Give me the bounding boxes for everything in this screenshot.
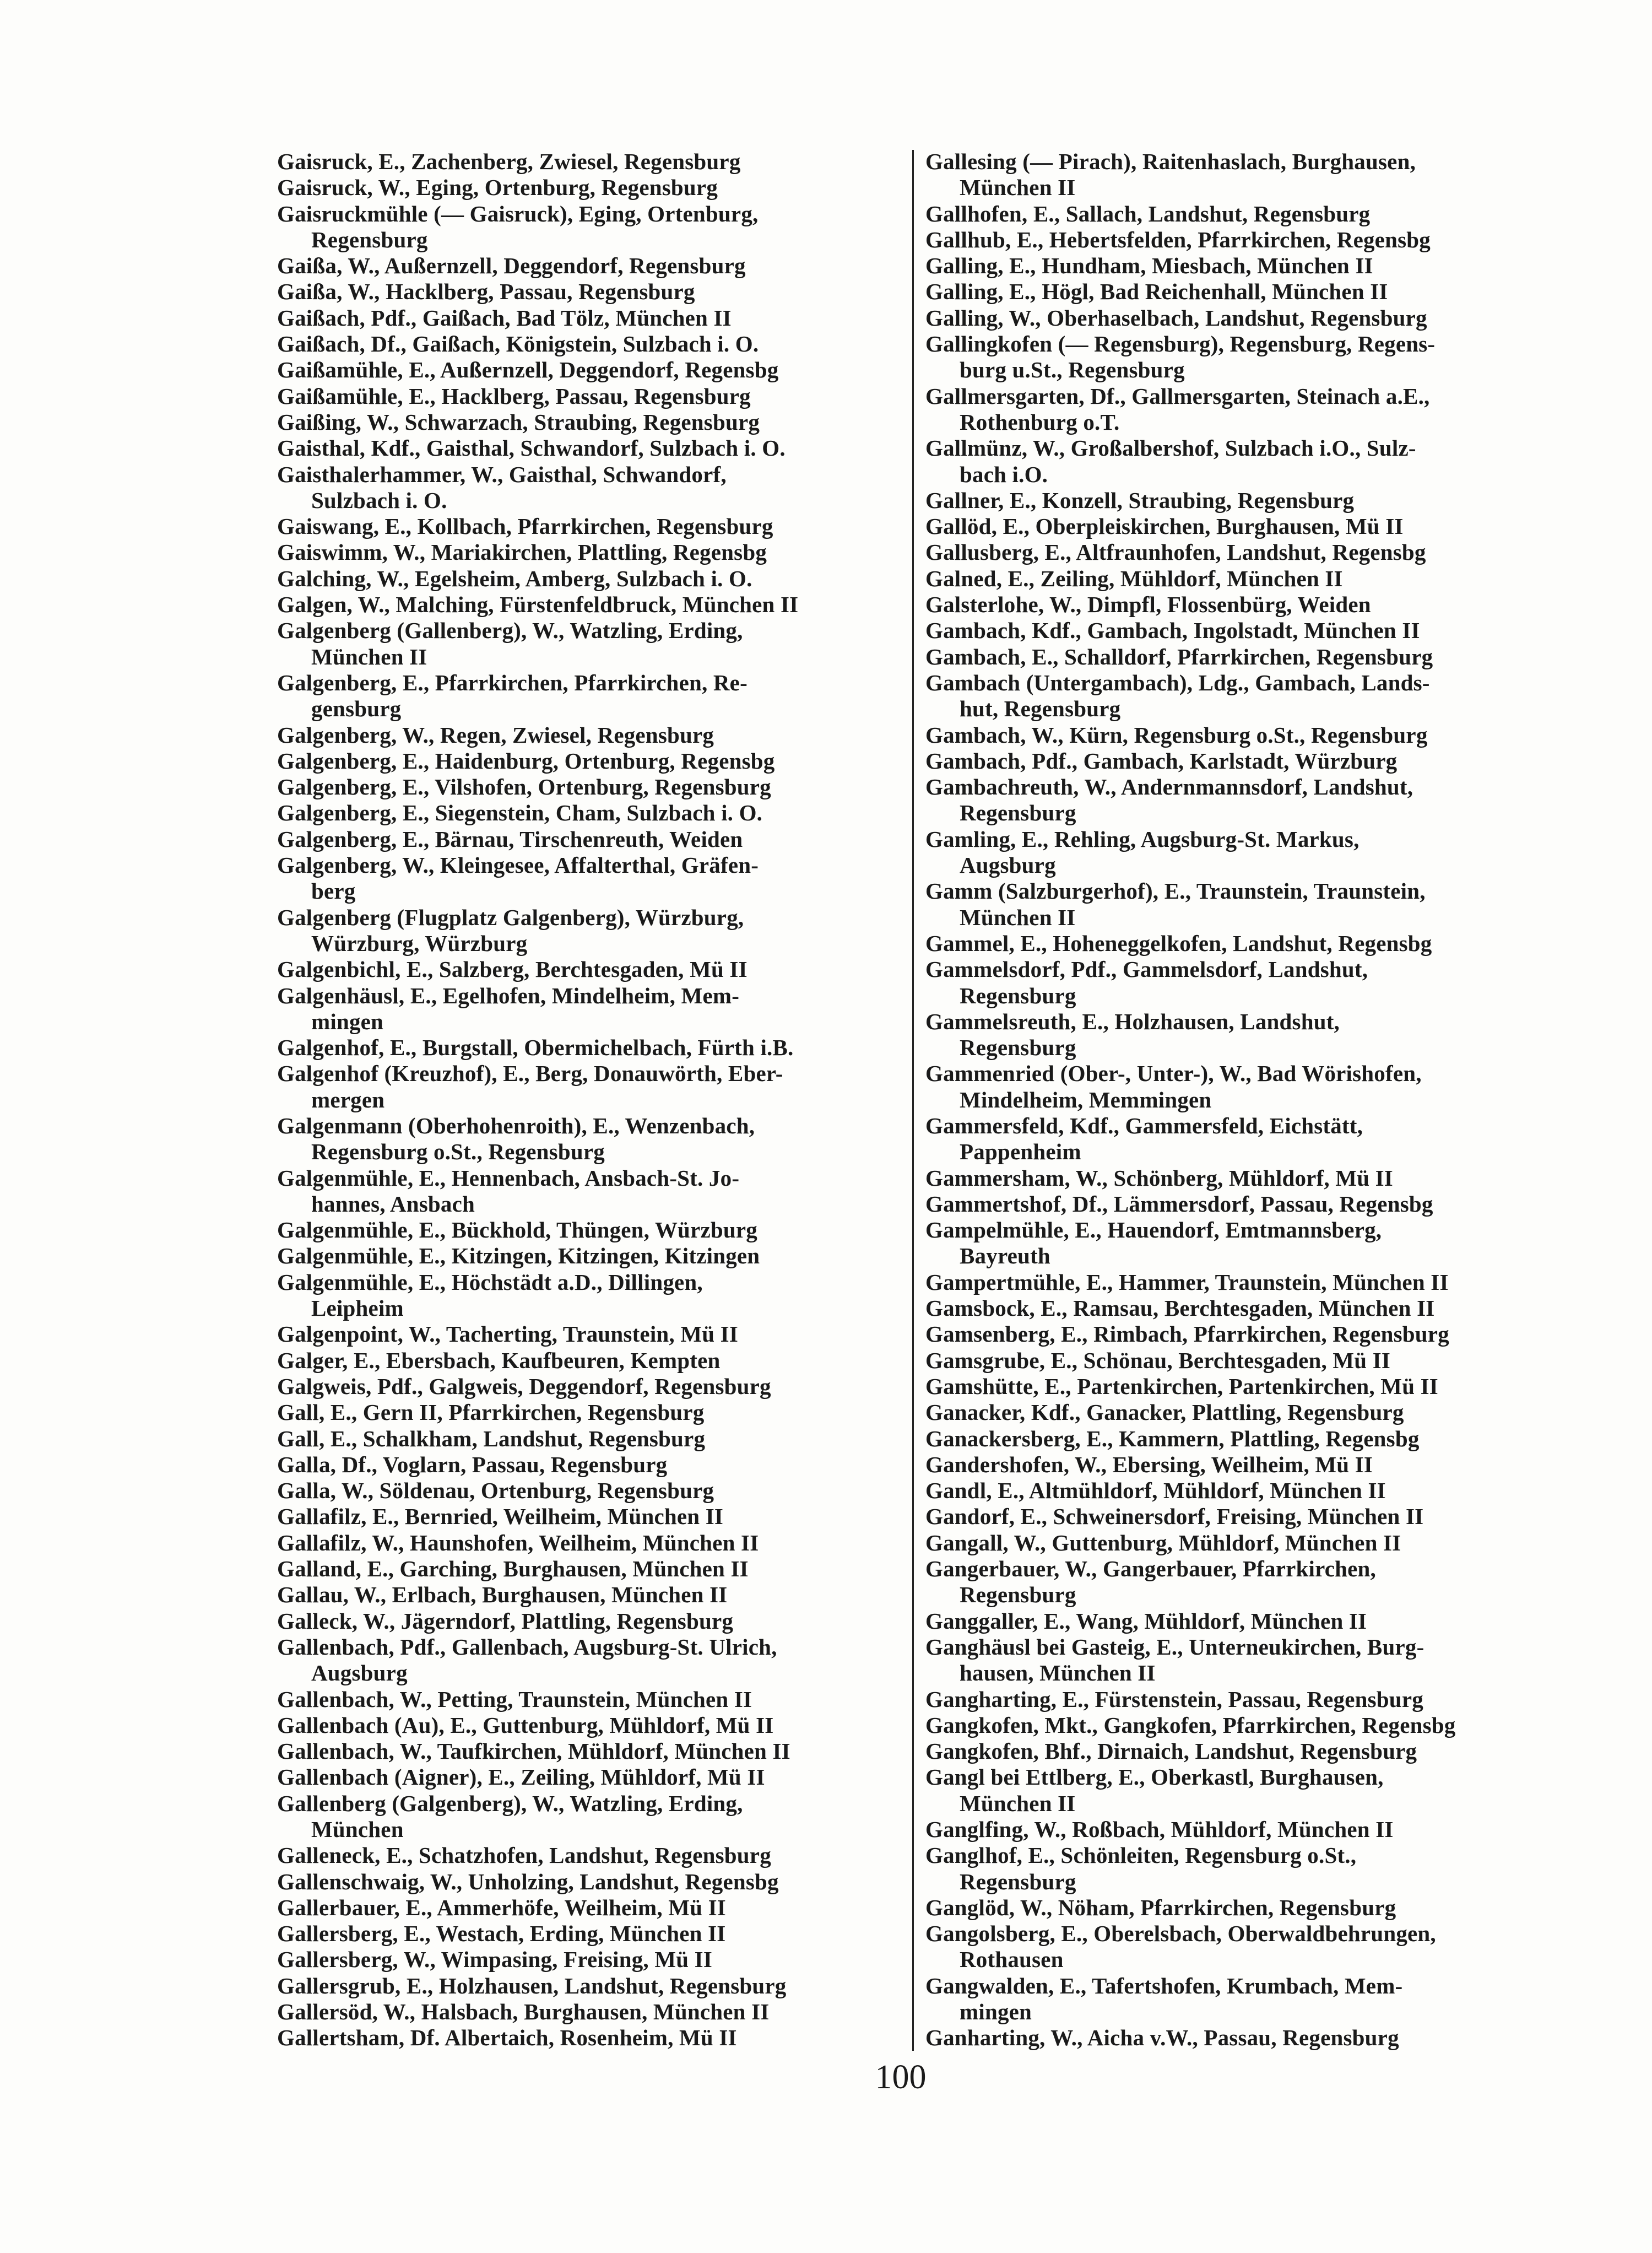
entry-line: Ganackersberg, E., Kammern, Plattling, Regensbg — [925, 1425, 1420, 1451]
gazetteer-entry — [277, 670, 911, 722]
entry-line: Gaisruck, E., Zachenberg, Zwiesel, Regensburg — [277, 149, 741, 174]
entry-line: Gallenbach (Aigner), E., Zeiling, Mühldorf, Mü II — [277, 1764, 765, 1790]
gazetteer-entry — [925, 1113, 1542, 1165]
gazetteer-entry — [925, 618, 1542, 644]
entry-continuation-line: Regensburg — [960, 1868, 1076, 1894]
gazetteer-entry — [925, 253, 1542, 279]
entry-line: Gallersberg, W., Wimpasing, Freising, Mü II — [277, 1947, 712, 1973]
gazetteer-entry — [925, 644, 1542, 670]
entry-line: Gallerbauer, E., Ammerhöfe, Weilheim, Mü II — [277, 1894, 726, 1920]
entry-line: Gallau, W., Erlbach, Burghausen, München II — [277, 1582, 728, 1608]
gazetteer-entry — [925, 670, 1542, 722]
entry-line: Galger, E., Ebersbach, Kaufbeuren, Kempten — [277, 1347, 721, 1373]
entry-line: Gaisthal, Kdf., Gaisthal, Schwandorf, Sulzbach i. O. — [277, 435, 786, 461]
gazetteer-entry — [925, 722, 1542, 748]
entry-line: Gallenschwaig, W., Unholzing, Landshut, Regensbg — [277, 1868, 779, 1894]
entry-continuation-line: Würzburg, Würzburg — [311, 930, 528, 956]
gazetteer-entry — [925, 514, 1542, 539]
gazetteer-entry — [925, 1817, 1542, 1843]
entry-line: Ganacker, Kdf., Ganacker, Plattling, Regensburg — [925, 1400, 1404, 1425]
entry-line: Gaißa, W., Außernzell, Deggendorf, Regensburg — [277, 253, 746, 279]
gazetteer-entry — [277, 201, 911, 253]
gazetteer-entry — [277, 1687, 911, 1712]
gazetteer-entry — [277, 1269, 911, 1322]
gazetteer-entry — [925, 566, 1542, 592]
entry-line: Galgenberg (Gallenberg), W., Watzling, Erding, — [277, 618, 743, 644]
entry-line: Gamm (Salzburgerhof), E., Traunstein, Traunstein, — [925, 878, 1426, 904]
entry-continuation-line: mingen — [960, 1999, 1032, 2025]
entry-line: Gandorf, E., Schweinersdorf, Freising, München II — [925, 1504, 1424, 1530]
entry-line: Gaißamühle, E., Hacklberg, Passau, Regensburg — [277, 383, 751, 409]
entry-line: Gallhofen, E., Sallach, Landshut, Regensburg — [925, 201, 1371, 226]
gazetteer-entry — [277, 1999, 911, 2025]
gazetteer-entry — [277, 383, 911, 409]
gazetteer-entry — [277, 409, 911, 435]
entry-continuation-line: hut, Regensburg — [960, 696, 1121, 722]
gazetteer-entry — [925, 592, 1542, 618]
entry-line: Gamshütte, E., Partenkirchen, Partenkirchen, Mü II — [925, 1373, 1438, 1399]
gazetteer-entry — [277, 1556, 911, 1582]
entry-line: Gallersöd, W., Halsbach, Burghausen, München II — [277, 1999, 770, 2025]
gazetteer-entry — [925, 1504, 1542, 1530]
gazetteer-entry — [925, 383, 1542, 436]
entry-line: Galgweis, Pdf., Galgweis, Deggendorf, Regensburg — [277, 1373, 771, 1399]
gazetteer-entry — [277, 305, 911, 331]
entry-line: Ganglöd, W., Nöham, Pfarrkirchen, Regensburg — [925, 1894, 1396, 1920]
gazetteer-entry — [277, 1791, 911, 1843]
gazetteer-entry — [277, 800, 911, 826]
entry-line: Gallersberg, E., Westach, Erding, München II — [277, 1921, 726, 1947]
entry-line: Gallingkofen (— Regensburg), Regensburg, Regens- — [925, 331, 1436, 357]
entry-line: Galgenberg (Flugplatz Galgenberg), Würzburg, — [277, 904, 744, 930]
entry-line: Galgenberg, W., Kleingesee, Affalterthal, Gräfen- — [277, 852, 759, 878]
gazetteer-entry — [277, 1973, 911, 1999]
entry-continuation-line: Mindelheim, Memmingen — [960, 1087, 1212, 1112]
entry-line: Galgenhäusl, E., Egelhofen, Mindelheim, Mem- — [277, 982, 740, 1008]
entry-continuation-line: Augsburg — [960, 852, 1056, 878]
gazetteer-entry — [277, 1712, 911, 1738]
entry-line: Gallhub, E., Hebertsfelden, Pfarrkirchen, Regensbg — [925, 226, 1431, 252]
entry-line: Gangolsberg, E., Oberelsbach, Oberwaldbehrungen, — [925, 1921, 1436, 1947]
entry-line: Gaiswang, E., Kollbach, Pfarrkirchen, Regensburg — [277, 514, 773, 539]
entry-line: Gangall, W., Guttenburg, Mühldorf, München II — [925, 1530, 1401, 1555]
entry-continuation-line: Augsburg — [311, 1660, 408, 1686]
gazetteer-entry — [277, 1504, 911, 1530]
gazetteer-entry — [925, 331, 1542, 383]
gazetteer-entry — [277, 1426, 911, 1452]
entry-line: Gandl, E., Altmühldorf, Mühldorf, München II — [925, 1478, 1386, 1504]
entry-continuation-line: Leipheim — [311, 1295, 404, 1321]
gazetteer-entry — [277, 1348, 911, 1374]
gazetteer-entry — [925, 1895, 1542, 1921]
right-column — [925, 149, 1542, 2051]
gazetteer-entry — [277, 2025, 911, 2051]
left-column — [277, 149, 911, 2051]
entry-line: Gall, E., Gern II, Pfarrkirchen, Regensburg — [277, 1400, 705, 1425]
page-number: 100 — [875, 2059, 927, 2096]
entry-line: Gammersfeld, Kdf., Gammersfeld, Eichstätt, — [925, 1112, 1363, 1138]
entry-line: Galling, E., Hundham, Miesbach, München II — [925, 253, 1373, 279]
entry-line: Galgenberg, E., Vilshofen, Ortenburg, Regensburg — [277, 774, 771, 800]
entry-continuation-line: Pappenheim — [960, 1139, 1081, 1165]
entry-line: Gangkofen, Mkt., Gangkofen, Pfarrkirchen, Regensbg — [925, 1712, 1456, 1738]
entry-line: Gallmersgarten, Df., Gallmersgarten, Steinach a.E., — [925, 383, 1430, 409]
entry-line: Gallersgrub, E., Holzhausen, Landshut, Regensburg — [277, 1973, 787, 1998]
gazetteer-entry — [277, 826, 911, 852]
entry-line: Gammersham, W., Schönberg, Mühldorf, Mü II — [925, 1165, 1393, 1191]
gazetteer-entry — [277, 748, 911, 774]
gazetteer-entry — [925, 1374, 1542, 1400]
entry-continuation-line: München II — [960, 1790, 1076, 1816]
entry-line: Galgenberg, E., Pfarrkirchen, Pfarrkirchen, Re- — [277, 669, 748, 695]
gazetteer-entry — [925, 1478, 1542, 1504]
entry-line: Gallesing (— Pirach), Raitenhaslach, Burghausen, — [925, 149, 1416, 174]
gazetteer-entry — [925, 1530, 1542, 1556]
entry-line: Gambach, Kdf., Gambach, Ingolstadt, München II — [925, 618, 1420, 644]
entry-line: Galgenberg, E., Haidenburg, Ortenburg, Regensbg — [277, 748, 775, 774]
gazetteer-entry — [277, 539, 911, 565]
entry-line: Gaißach, Df., Gaißach, Königstein, Sulzbach i. O. — [277, 331, 759, 357]
entry-line: Gallner, E., Konzell, Straubing, Regensburg — [925, 487, 1355, 513]
entry-line: Gampelmühle, E., Hauendorf, Emtmannsberg, — [925, 1217, 1382, 1243]
entry-continuation-line: bach i.O. — [960, 461, 1048, 487]
entry-continuation-line: Regensburg — [960, 800, 1076, 826]
gazetteer-entry — [925, 305, 1542, 331]
entry-line: Galland, E., Garching, Burghausen, München II — [277, 1556, 749, 1582]
entry-line: Galla, Df., Voglarn, Passau, Regensburg — [277, 1451, 668, 1477]
entry-continuation-line: Rothenburg o.T. — [960, 409, 1120, 435]
gazetteer-entry — [277, 435, 911, 461]
gazetteer-entry — [925, 488, 1542, 514]
gazetteer-entry — [277, 566, 911, 592]
gazetteer-entry — [277, 1035, 911, 1061]
entry-line: Galgenmühle, E., Höchstädt a.D., Dillingen, — [277, 1269, 703, 1295]
gazetteer-entry — [277, 1217, 911, 1243]
entry-line: Ganharting, W., Aicha v.W., Passau, Regensburg — [925, 2025, 1399, 2051]
entry-continuation-line: Regensburg — [960, 1035, 1076, 1061]
entry-line: Galleneck, E., Schatzhofen, Landshut, Regensburg — [277, 1843, 771, 1868]
entry-line: Gaißa, W., Hacklberg, Passau, Regensburg — [277, 279, 695, 305]
gazetteer-entry — [277, 722, 911, 748]
entry-continuation-line: mergen — [311, 1087, 385, 1112]
gazetteer-entry — [277, 1921, 911, 1947]
entry-continuation-line: München II — [960, 175, 1076, 201]
entry-line: Galling, E., Högl, Bad Reichenhall, München II — [925, 279, 1388, 305]
gazetteer-entry — [277, 618, 911, 670]
entry-line: Gandershofen, W., Ebersing, Weilheim, Mü II — [925, 1451, 1373, 1477]
entry-line: Gamling, E., Rehling, Augsburg-St. Markus, — [925, 826, 1359, 852]
gazetteer-entry — [277, 1400, 911, 1425]
entry-continuation-line: München II — [960, 904, 1076, 930]
entry-line: Galleck, W., Jägerndorf, Plattling, Regensburg — [277, 1608, 734, 1634]
entry-line: Gammertshof, Df., Lämmersdorf, Passau, Regensbg — [925, 1191, 1433, 1217]
entry-line: Galgenmühle, E., Bückhold, Thüngen, Würzburg — [277, 1217, 757, 1243]
entry-continuation-line: Regensburg — [311, 226, 428, 252]
entry-line: Gall, E., Schalkham, Landshut, Regensburg — [277, 1425, 706, 1451]
gazetteer-entry — [925, 1687, 1542, 1712]
gazetteer-entry — [277, 957, 911, 982]
gazetteer-entry — [277, 462, 911, 514]
entry-continuation-line: hannes, Ansbach — [311, 1191, 475, 1217]
gazetteer-entry — [925, 1295, 1542, 1321]
entry-continuation-line: München II — [311, 644, 427, 669]
entry-line: Galgenpoint, W., Tacherting, Traunstein, Mü II — [277, 1321, 738, 1347]
gazetteer-entry — [277, 1947, 911, 1973]
gazetteer-entry — [277, 1478, 911, 1504]
gazetteer-entry — [925, 1191, 1542, 1217]
entry-continuation-line: hausen, München II — [960, 1660, 1156, 1686]
entry-line: Ganglhof, E., Schönleiten, Regensburg o.St., — [925, 1843, 1357, 1868]
gazetteer-entry — [925, 1217, 1542, 1269]
gazetteer-entry — [925, 227, 1542, 253]
gazetteer-entry — [925, 1634, 1542, 1687]
gazetteer-entry — [277, 1869, 911, 1895]
entry-continuation-line: Regensburg — [960, 982, 1076, 1008]
gazetteer-entry — [277, 1530, 911, 1556]
entry-line: Gambach (Untergambach), Ldg., Gambach, Lands- — [925, 669, 1430, 695]
gazetteer-entry — [925, 1921, 1542, 1973]
entry-line: Gambach, E., Schalldorf, Pfarrkirchen, Regensburg — [925, 644, 1433, 669]
gazetteer-entry — [925, 1712, 1542, 1738]
entry-line: Gaisruck, W., Eging, Ortenburg, Regensburg — [277, 175, 718, 201]
entry-continuation-line: burg u.St., Regensburg — [960, 357, 1185, 383]
gazetteer-entry — [925, 1165, 1542, 1191]
gazetteer-entry — [277, 1374, 911, 1400]
gazetteer-entry — [277, 331, 911, 357]
entry-continuation-line: mingen — [311, 1008, 384, 1034]
entry-line: Galling, W., Oberhaselbach, Landshut, Regensburg — [925, 305, 1427, 331]
entry-line: Gangwalden, E., Tafertshofen, Krumbach, Mem- — [925, 1973, 1403, 1998]
entry-continuation-line: Regensburg — [960, 1582, 1076, 1608]
entry-line: Gallenbach, Pdf., Gallenbach, Augsburg-St. Ulrich, — [277, 1634, 777, 1660]
entry-line: Gallenberg (Galgenberg), W., Watzling, Erding, — [277, 1790, 743, 1816]
gazetteer-entry — [277, 1843, 911, 1868]
entry-line: Ganglfing, W., Roßbach, Mühldorf, München II — [925, 1817, 1394, 1842]
gazetteer-entry — [925, 435, 1542, 488]
gazetteer-entry — [277, 1738, 911, 1764]
entry-line: Galgenberg, W., Regen, Zwiesel, Regensburg — [277, 722, 714, 748]
entry-line: Gallafilz, W., Haunshofen, Weilheim, München II — [277, 1530, 759, 1555]
entry-line: Gaisruckmühle (— Gaisruck), Eging, Ortenburg, — [277, 201, 759, 226]
entry-line: Galgenberg, E., Siegenstein, Cham, Sulzbach i. O. — [277, 800, 763, 826]
gazetteer-entry — [925, 1738, 1542, 1764]
entry-continuation-line: gensburg — [311, 696, 402, 722]
entry-continuation-line: München — [311, 1817, 404, 1842]
entry-line: Gambach, W., Kürn, Regensburg o.St., Regensburg — [925, 722, 1428, 748]
entry-line: Gallusberg, E., Altfraunhofen, Landshut, Regensbg — [925, 539, 1426, 565]
entry-continuation-line: Rothausen — [960, 1947, 1064, 1973]
gazetteer-entry — [925, 931, 1542, 957]
entry-line: Gaißing, W., Schwarzach, Straubing, Regensburg — [277, 409, 760, 435]
entry-line: Gallenbach, W., Taufkirchen, Mühldorf, München II — [277, 1738, 790, 1764]
gazetteer-entry — [925, 878, 1542, 931]
gazetteer-entry — [277, 149, 911, 175]
gazetteer-entry — [925, 539, 1542, 565]
gazetteer-entry — [925, 1400, 1542, 1425]
gazetteer-entry — [277, 1452, 911, 1478]
entry-continuation-line: Bayreuth — [960, 1243, 1050, 1269]
entry-line: Gallmünz, W., Großalbershof, Sulzbach i.O., Sulz- — [925, 435, 1416, 461]
gazetteer-entry — [925, 201, 1542, 227]
entry-line: Galsterlohe, W., Dimpfl, Flossenbürg, Weiden — [925, 592, 1371, 618]
entry-continuation-line: berg — [311, 878, 356, 904]
entry-line: Galgenmühle, E., Hennenbach, Ansbach-St. Jo- — [277, 1165, 740, 1191]
entry-line: Gamsgrube, E., Schönau, Berchtesgaden, Mü II — [925, 1347, 1391, 1373]
entry-line: Gaißamühle, E., Außernzell, Deggendorf, Regensbg — [277, 357, 779, 383]
entry-line: Ganggaller, E., Wang, Mühldorf, München II — [925, 1608, 1367, 1634]
entry-line: Galgenmühle, E., Kitzingen, Kitzingen, Kitzingen — [277, 1243, 760, 1269]
gazetteer-entry — [277, 279, 911, 305]
entry-line: Gamsenberg, E., Rimbach, Pfarrkirchen, Regensburg — [925, 1321, 1449, 1347]
entry-line: Gallenbach (Au), E., Guttenburg, Mühldorf, Mü II — [277, 1712, 774, 1738]
entry-line: Gaisthalerhammer, W., Gaisthal, Schwandorf, — [277, 461, 727, 487]
gazetteer-entry — [277, 357, 911, 383]
entry-line: Gammelsreuth, E., Holzhausen, Landshut, — [925, 1008, 1340, 1034]
gazetteer-entry — [277, 983, 911, 1035]
entry-line: Gallöd, E., Oberpleiskirchen, Burghausen, Mü II — [925, 514, 1404, 539]
entry-line: Galgenhof, E., Burgstall, Obermichelbach, Fürth i.B. — [277, 1035, 794, 1061]
gazetteer-entry — [277, 1165, 911, 1218]
entry-line: Gampertmühle, E., Hammer, Traunstein, München II — [925, 1269, 1449, 1295]
gazetteer-entry — [277, 1895, 911, 1921]
entry-line: Gallertsham, Df. Albertaich, Rosenheim, Mü II — [277, 2025, 737, 2051]
gazetteer-entry — [277, 1061, 911, 1113]
gazetteer-entry — [925, 1608, 1542, 1634]
entry-line: Gangharting, E., Fürstenstein, Passau, Regensburg — [925, 1686, 1423, 1712]
gazetteer-entry — [277, 514, 911, 539]
gazetteer-entry — [925, 2025, 1542, 2051]
entry-line: Galgenhof (Kreuzhof), E., Berg, Donauwörth, Eber- — [277, 1061, 783, 1087]
entry-line: Galgenberg, E., Bärnau, Tirschenreuth, Weiden — [277, 826, 743, 852]
gazetteer-entry — [277, 1113, 911, 1165]
gazetteer-entry — [925, 774, 1542, 826]
gazetteer-entry — [925, 1061, 1542, 1113]
gazetteer-entry — [277, 253, 911, 279]
gazetteer-entry — [925, 1348, 1542, 1374]
gazetteer-entry — [925, 1009, 1542, 1061]
gazetteer-entry — [277, 774, 911, 800]
gazetteer-entry — [925, 957, 1542, 1009]
gazetteer-entry — [277, 852, 911, 905]
gazetteer-entry — [925, 1973, 1542, 2025]
gazetteer-entry — [925, 1452, 1542, 1478]
entry-line: Gallafilz, E., Bernried, Weilheim, München II — [277, 1504, 724, 1530]
gazetteer-entry — [925, 748, 1542, 774]
entry-line: Ganghäusl bei Gasteig, E., Unterneukirchen, Burg- — [925, 1634, 1424, 1660]
entry-line: Gammenried (Ober-, Unter-), W., Bad Wörishofen, — [925, 1061, 1422, 1087]
gazetteer-entry — [925, 1843, 1542, 1895]
gazetteer-entry — [925, 1764, 1542, 1817]
gazetteer-entry — [925, 149, 1542, 201]
gazetteer-entry — [925, 1426, 1542, 1452]
gazetteer-entry — [277, 592, 911, 618]
gazetteer-entry — [277, 175, 911, 201]
gazetteer-entry — [925, 1321, 1542, 1347]
entry-line: Galching, W., Egelsheim, Amberg, Sulzbach i. O. — [277, 565, 752, 591]
entry-line: Gambachreuth, W., Andernmannsdorf, Landshut, — [925, 774, 1413, 800]
gazetteer-entry — [277, 905, 911, 957]
gazetteer-entry — [925, 1556, 1542, 1608]
entry-line: Galla, W., Söldenau, Ortenburg, Regensburg — [277, 1478, 714, 1504]
gazetteer-entry — [925, 826, 1542, 879]
entry-line: Gallenbach, W., Petting, Traunstein, München II — [277, 1686, 752, 1712]
gazetteer-entry — [277, 1764, 911, 1790]
entry-line: Gammelsdorf, Pdf., Gammelsdorf, Landshut, — [925, 957, 1368, 982]
gazetteer-entry — [277, 1243, 911, 1269]
entry-line: Galgenbichl, E., Salzberg, Berchtesgaden, Mü II — [277, 957, 748, 982]
entry-continuation-line: Sulzbach i. O. — [311, 487, 447, 513]
entry-continuation-line: Regensburg o.St., Regensburg — [311, 1139, 605, 1165]
entry-line: Gaiswimm, W., Mariakirchen, Plattling, Regensbg — [277, 539, 767, 565]
gazetteer-entry — [925, 1269, 1542, 1295]
gazetteer-entry — [925, 279, 1542, 305]
gazetteer-entry — [277, 1321, 911, 1347]
column-divider — [912, 150, 914, 2051]
entry-line: Galned, E., Zeiling, Mühldorf, München II — [925, 565, 1343, 591]
gazetteer-entry — [277, 1608, 911, 1634]
gazetteer-entry — [277, 1582, 911, 1608]
entry-line: Galgen, W., Malching, Fürstenfeldbruck, München II — [277, 592, 799, 618]
entry-line: Gamsbock, E., Ramsau, Berchtesgaden, München II — [925, 1295, 1435, 1321]
entry-line: Gangerbauer, W., Gangerbauer, Pfarrkirchen, — [925, 1556, 1376, 1582]
entry-line: Gammel, E., Hoheneggelkofen, Landshut, Regensbg — [925, 930, 1432, 956]
entry-line: Galgenmann (Oberhohenroith), E., Wenzenbach, — [277, 1112, 755, 1138]
entry-line: Gangkofen, Bhf., Dirnaich, Landshut, Regensburg — [925, 1738, 1417, 1764]
entry-line: Gangl bei Ettlberg, E., Oberkastl, Burghausen, — [925, 1764, 1384, 1790]
gazetteer-entry — [277, 1634, 911, 1687]
entry-line: Gambach, Pdf., Gambach, Karlstadt, Würzburg — [925, 748, 1398, 774]
entry-line: Gaißach, Pdf., Gaißach, Bad Tölz, München II — [277, 305, 732, 331]
